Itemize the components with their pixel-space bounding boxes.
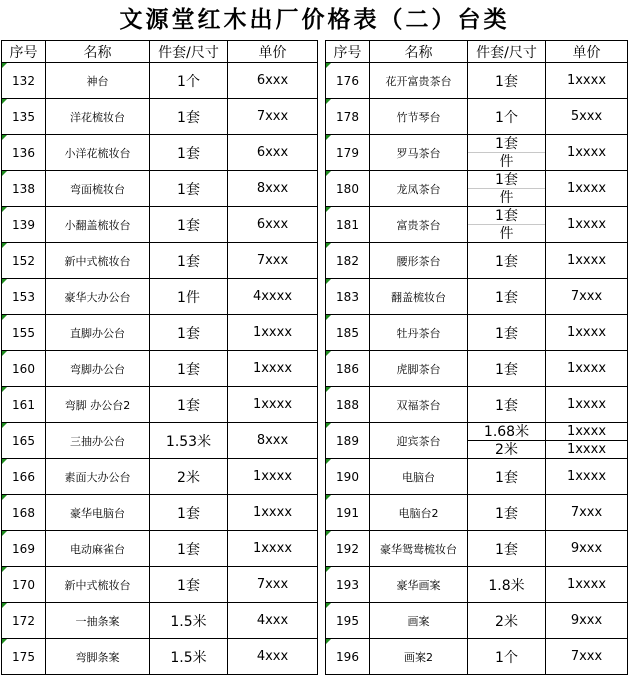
item-quantity: 1套 bbox=[468, 315, 546, 351]
price-table-left bbox=[1, 40, 318, 675]
item-number: 135 bbox=[2, 99, 46, 135]
item-quantity: 1套 bbox=[150, 387, 228, 423]
quantity-line-2: 件 bbox=[468, 224, 545, 242]
item-number: 170 bbox=[2, 567, 46, 603]
item-name: 迎宾茶台 bbox=[370, 423, 468, 459]
quantity-split bbox=[468, 207, 545, 242]
item-name: 豪华电脑台 bbox=[46, 495, 150, 531]
item-price: 1xxxx bbox=[546, 243, 628, 279]
item-quantity: 1套 bbox=[468, 459, 546, 495]
item-price: 1xxxx bbox=[546, 567, 628, 603]
table-row bbox=[2, 387, 318, 423]
table-row bbox=[2, 351, 318, 387]
table-row bbox=[2, 99, 318, 135]
item-quantity: 1.8米 bbox=[468, 567, 546, 603]
item-quantity: 1个 bbox=[150, 63, 228, 99]
item-price: 9xxx bbox=[546, 603, 628, 639]
header-price: 单价 bbox=[228, 41, 318, 63]
table-row bbox=[2, 63, 318, 99]
item-number: 180 bbox=[326, 171, 370, 207]
quantity-line-2: 件 bbox=[468, 188, 545, 206]
item-quantity: 1套 bbox=[150, 315, 228, 351]
item-number: 195 bbox=[326, 603, 370, 639]
item-name: 素面大办公台 bbox=[46, 459, 150, 495]
item-quantity: 1套 bbox=[468, 63, 546, 99]
item-quantity bbox=[468, 135, 546, 171]
table-row bbox=[326, 639, 628, 675]
item-name: 富贵茶台 bbox=[370, 207, 468, 243]
item-price: 1xxxx bbox=[228, 459, 318, 495]
header-number: 序号 bbox=[2, 41, 46, 63]
item-quantity: 1件 bbox=[150, 279, 228, 315]
item-number: 152 bbox=[2, 243, 46, 279]
item-number: 155 bbox=[2, 315, 46, 351]
item-name: 豪华鸳鸯梳妆台 bbox=[370, 531, 468, 567]
table-row bbox=[2, 639, 318, 675]
item-price: 1xxxx bbox=[546, 135, 628, 171]
item-name: 豪华画案 bbox=[370, 567, 468, 603]
table-row bbox=[326, 315, 628, 351]
item-number: 172 bbox=[2, 603, 46, 639]
item-number: 183 bbox=[326, 279, 370, 315]
item-quantity: 1套 bbox=[468, 351, 546, 387]
item-price: 1xxxx bbox=[228, 351, 318, 387]
item-name: 竹节琴台 bbox=[370, 99, 468, 135]
item-price: 8xxx bbox=[228, 171, 318, 207]
item-number: 160 bbox=[2, 351, 46, 387]
quantity-line-2: 2米 bbox=[468, 440, 545, 458]
item-name: 电脑台2 bbox=[370, 495, 468, 531]
item-name: 翻盖梳妆台 bbox=[370, 279, 468, 315]
item-quantity bbox=[468, 171, 546, 207]
item-price: 1xxxx bbox=[546, 207, 628, 243]
item-name: 新中式梳妆台 bbox=[46, 243, 150, 279]
quantity-split bbox=[468, 135, 545, 170]
table-row bbox=[2, 207, 318, 243]
quantity-split bbox=[468, 423, 545, 458]
table-row bbox=[326, 423, 628, 459]
item-name: 腰形茶台 bbox=[370, 243, 468, 279]
item-name: 新中式梳妆台 bbox=[46, 567, 150, 603]
table-row bbox=[2, 603, 318, 639]
table-row bbox=[2, 279, 318, 315]
table-row bbox=[326, 387, 628, 423]
item-quantity: 2米 bbox=[150, 459, 228, 495]
item-quantity: 1.5米 bbox=[150, 639, 228, 675]
item-price: 1xxxx bbox=[228, 495, 318, 531]
item-price bbox=[546, 423, 628, 459]
item-name: 弯脚 办公台2 bbox=[46, 387, 150, 423]
quantity-line-1: 1.68米 bbox=[483, 423, 530, 440]
item-number: 169 bbox=[2, 531, 46, 567]
quantity-line-1: 1套 bbox=[495, 171, 518, 188]
header-row bbox=[2, 41, 318, 63]
item-number: 185 bbox=[326, 315, 370, 351]
table-row bbox=[2, 423, 318, 459]
table-row bbox=[2, 567, 318, 603]
item-quantity: 1套 bbox=[150, 99, 228, 135]
header-number: 序号 bbox=[326, 41, 370, 63]
table-row bbox=[326, 63, 628, 99]
item-price: 1xxxx bbox=[546, 315, 628, 351]
item-price: 1xxxx bbox=[546, 459, 628, 495]
item-quantity: 1个 bbox=[468, 639, 546, 675]
item-name: 电脑台 bbox=[370, 459, 468, 495]
item-price: 4xxx bbox=[228, 603, 318, 639]
item-number: 188 bbox=[326, 387, 370, 423]
item-price: 4xxxx bbox=[228, 279, 318, 315]
quantity-line-1: 1套 bbox=[495, 207, 518, 224]
item-price: 5xxx bbox=[546, 99, 628, 135]
table-row bbox=[2, 495, 318, 531]
item-quantity: 2米 bbox=[468, 603, 546, 639]
item-price: 8xxx bbox=[228, 423, 318, 459]
quantity-line-1: 1套 bbox=[495, 135, 518, 152]
item-price: 7xxx bbox=[546, 495, 628, 531]
item-number: 168 bbox=[2, 495, 46, 531]
table-row bbox=[2, 135, 318, 171]
item-name: 画案 bbox=[370, 603, 468, 639]
item-name: 弯面梳妆台 bbox=[46, 171, 150, 207]
item-quantity: 1套 bbox=[150, 567, 228, 603]
item-name: 弯脚办公台 bbox=[46, 351, 150, 387]
item-number: 178 bbox=[326, 99, 370, 135]
header-quantity: 件套/尺寸 bbox=[150, 41, 228, 63]
item-name: 小洋花梳妆台 bbox=[46, 135, 150, 171]
item-quantity: 1套 bbox=[468, 531, 546, 567]
page-title: 文源堂红木出厂价格表（二）台类 bbox=[119, 7, 510, 33]
table-row bbox=[326, 459, 628, 495]
item-quantity: 1套 bbox=[468, 279, 546, 315]
item-price: 7xxx bbox=[546, 639, 628, 675]
item-number: 181 bbox=[326, 207, 370, 243]
price-split bbox=[546, 423, 627, 458]
item-quantity: 1套 bbox=[150, 531, 228, 567]
item-price: 7xxx bbox=[228, 99, 318, 135]
table-row bbox=[2, 315, 318, 351]
table-row bbox=[2, 531, 318, 567]
item-name: 双福茶台 bbox=[370, 387, 468, 423]
table-row bbox=[326, 567, 628, 603]
item-quantity bbox=[468, 423, 546, 459]
quantity-line-2: 件 bbox=[468, 152, 545, 170]
price-line-2: 1xxxx bbox=[546, 440, 627, 458]
item-quantity: 1套 bbox=[150, 495, 228, 531]
item-quantity: 1套 bbox=[150, 351, 228, 387]
item-name: 弯脚条案 bbox=[46, 639, 150, 675]
table-row bbox=[2, 243, 318, 279]
item-name: 花开富贵茶台 bbox=[370, 63, 468, 99]
item-name: 小翻盖梳妆台 bbox=[46, 207, 150, 243]
table-row bbox=[326, 495, 628, 531]
quantity-split bbox=[468, 171, 545, 206]
item-number: 166 bbox=[2, 459, 46, 495]
item-price: 1xxxx bbox=[546, 351, 628, 387]
item-name: 豪华大办公台 bbox=[46, 279, 150, 315]
item-number: 193 bbox=[326, 567, 370, 603]
item-quantity: 1套 bbox=[150, 171, 228, 207]
header-row bbox=[326, 41, 628, 63]
item-number: 196 bbox=[326, 639, 370, 675]
item-quantity: 1套 bbox=[468, 387, 546, 423]
table-row bbox=[326, 243, 628, 279]
item-price: 1xxxx bbox=[228, 531, 318, 567]
table-row bbox=[326, 351, 628, 387]
item-number: 136 bbox=[2, 135, 46, 171]
item-number: 182 bbox=[326, 243, 370, 279]
item-quantity: 1套 bbox=[150, 207, 228, 243]
item-price: 1xxxx bbox=[546, 171, 628, 207]
header-name: 名称 bbox=[370, 41, 468, 63]
item-number: 161 bbox=[2, 387, 46, 423]
table-row bbox=[326, 135, 628, 171]
item-number: 179 bbox=[326, 135, 370, 171]
item-price: 6xxx bbox=[228, 135, 318, 171]
item-name: 直脚办公台 bbox=[46, 315, 150, 351]
item-quantity: 1套 bbox=[468, 243, 546, 279]
item-price: 1xxxx bbox=[228, 315, 318, 351]
item-name: 龙凤茶台 bbox=[370, 171, 468, 207]
item-name: 神台 bbox=[46, 63, 150, 99]
item-quantity: 1个 bbox=[468, 99, 546, 135]
item-name: 三抽办公台 bbox=[46, 423, 150, 459]
item-name: 洋花梳妆台 bbox=[46, 99, 150, 135]
item-name: 一抽条案 bbox=[46, 603, 150, 639]
item-price: 7xxx bbox=[228, 567, 318, 603]
item-quantity: 1.5米 bbox=[150, 603, 228, 639]
header-name: 名称 bbox=[46, 41, 150, 63]
item-quantity: 1套 bbox=[150, 243, 228, 279]
item-name: 虎脚茶台 bbox=[370, 351, 468, 387]
item-price: 1xxxx bbox=[228, 387, 318, 423]
item-price: 7xxx bbox=[546, 279, 628, 315]
item-number: 192 bbox=[326, 531, 370, 567]
item-number: 139 bbox=[2, 207, 46, 243]
item-price: 1xxxx bbox=[546, 387, 628, 423]
item-name: 牡丹茶台 bbox=[370, 315, 468, 351]
table-row bbox=[326, 207, 628, 243]
item-price: 6xxx bbox=[228, 207, 318, 243]
item-price: 9xxx bbox=[546, 531, 628, 567]
item-quantity bbox=[468, 207, 546, 243]
item-number: 190 bbox=[326, 459, 370, 495]
table-row bbox=[326, 603, 628, 639]
item-price: 6xxx bbox=[228, 63, 318, 99]
item-number: 132 bbox=[2, 63, 46, 99]
item-number: 153 bbox=[2, 279, 46, 315]
item-name: 电动麻雀台 bbox=[46, 531, 150, 567]
price-table-right bbox=[325, 40, 628, 675]
table-row bbox=[326, 531, 628, 567]
item-name: 画案2 bbox=[370, 639, 468, 675]
item-number: 189 bbox=[326, 423, 370, 459]
header-quantity: 件套/尺寸 bbox=[468, 41, 546, 63]
item-price: 1xxxx bbox=[546, 63, 628, 99]
price-line-1: 1xxxx bbox=[566, 424, 607, 439]
item-number: 191 bbox=[326, 495, 370, 531]
table-row bbox=[2, 171, 318, 207]
item-number: 175 bbox=[2, 639, 46, 675]
table-row bbox=[326, 279, 628, 315]
item-price: 4xxx bbox=[228, 639, 318, 675]
table-row bbox=[326, 99, 628, 135]
header-price: 单价 bbox=[546, 41, 628, 63]
table-row bbox=[326, 171, 628, 207]
item-quantity: 1套 bbox=[150, 135, 228, 171]
table-row bbox=[2, 459, 318, 495]
item-number: 138 bbox=[2, 171, 46, 207]
item-number: 186 bbox=[326, 351, 370, 387]
item-number: 165 bbox=[2, 423, 46, 459]
item-quantity: 1套 bbox=[468, 495, 546, 531]
item-quantity: 1.53米 bbox=[150, 423, 228, 459]
item-number: 176 bbox=[326, 63, 370, 99]
item-name: 罗马茶台 bbox=[370, 135, 468, 171]
item-price: 7xxx bbox=[228, 243, 318, 279]
